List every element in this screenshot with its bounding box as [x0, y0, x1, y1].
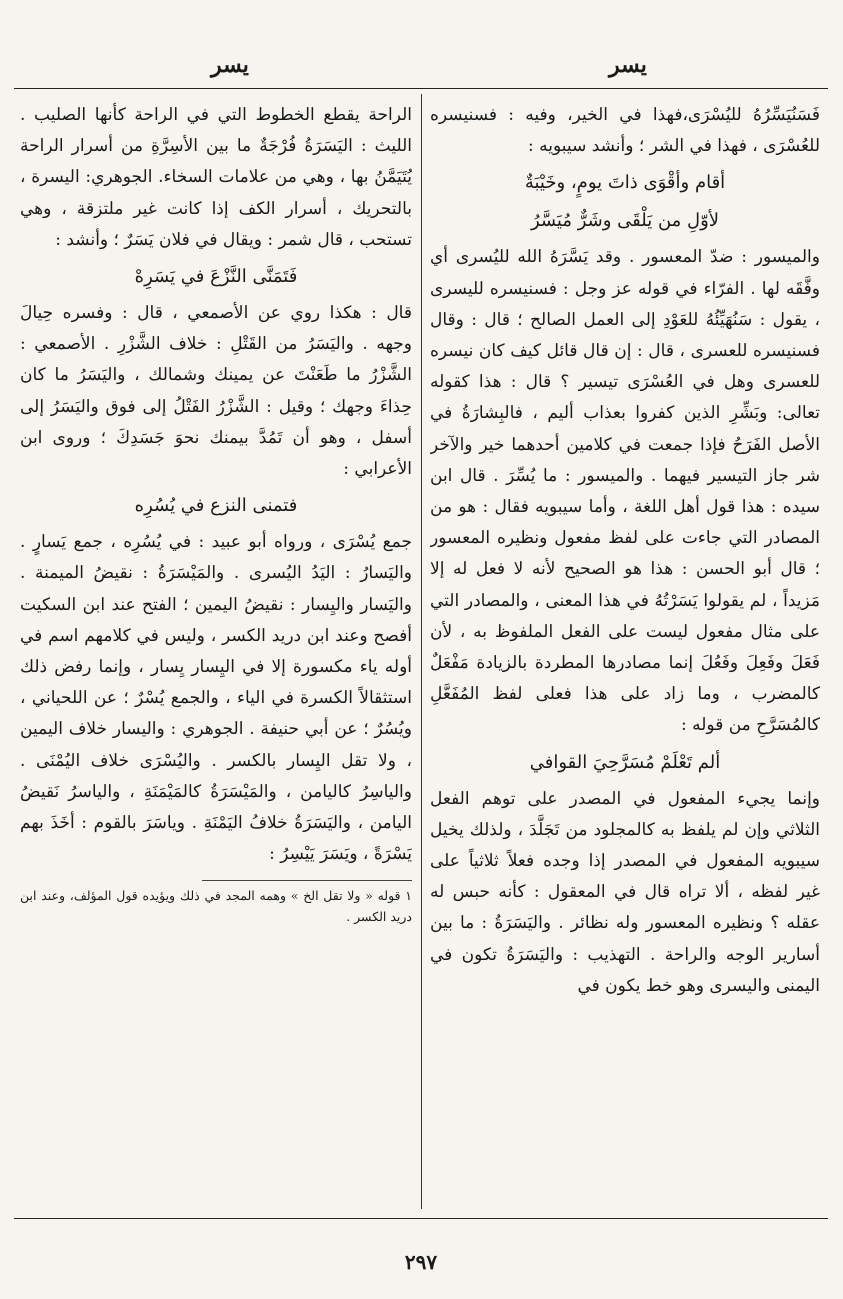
header-root-word-left: يسر: [211, 52, 249, 78]
page-number: ٢٩٧: [404, 1250, 438, 1274]
header-root-word-right: يسر: [609, 52, 647, 78]
verse-line: ألم تَعْلَمْ مُسَرَّحِيَ القوافي: [529, 751, 721, 773]
verse-line: فَتَمَنَّى النَّزْعَ في يَسَرِهْ: [134, 266, 298, 288]
paragraph: قال : هكذا روي عن الأصمعي ، قال : وفسره حِيالَ وجهه . واليَسَرُ من القَتْلِ : خلاف الشَّزْرِ . الأصمعي : الشَّزْرُ ما طَعَنْتَ عن يمينك وشمالك ، واليَسَرُ ما كان حِذاءَ وجهك ؛ وقيل : الشَّزْرُ الفَتْلُ إلى فوق واليَسَرُ إلى أسفل ، وهو أن تَمُدَّ بيمنك نحوَ جَسَدِكَ ؛ وروى ابن الأعرابي :: [20, 303, 412, 480]
paragraph: فَسَنُيَسِّرُهُ لليُسْرَى،فهذا في الخير، وفيه : فسنيسره للعُسْرَى ، فهذا في الشر ؛ وأنشد سيبويه :: [430, 105, 820, 157]
paragraph: الراحة يقطع الخطوط التي في الراحة كأنها الصليب . الليث : اليَسَرَةُ فُرْجَةٌ ما بين الأسِرَّةِ من أسرار الراحة يُتَيَمَّنُ بها ، وهي من علامات السخاء. الجوهري: اليسرة ، بالتحريك ، أسرار الكف إذا كانت غير ملتزقة ، وهي تستحب ، قال شمر : ويقال في فلان يَسَرٌ ؛ وأنشد :: [20, 105, 412, 250]
verse-line: لأوّلِ من يَلْقَى وشَرٌّ مُيَسَّرُ: [530, 210, 720, 232]
header-rule: [14, 88, 828, 89]
footnote-separator: [202, 880, 412, 881]
column-divider: [421, 94, 422, 1209]
paragraph: جمع يُسْرَى ، ورواه أبو عبيد : في يُسُرِه ، جمع يَسارٍ . واليَسارُ : اليَدُ اليُسرى . والمَيْسَرَةُ : نقيضُ الميمنة . واليَسار واليِسار : نقيضُ اليمين ؛ الفتح عند ابن السكيت أفصح وعند ابن دريد الكسر ، وليس في كلامهم اسم في أوله ياء مكسورة إلا في اليِسار يِسار ، وإنما رفض ذلك استثقالاً الكسرة في الياء ، والجمع يُسْرٌ ؛ عن اللحياني ، ويُسُرٌ ؛ عن أبي حنيفة . الجوهري : واليسار خلاف اليمين ، ولا تقل اليِسار بالكسر . واليُسْرَى خلاف اليُمْنَى . والياسِرُ كاليامن ، والمَيْسَرَةُ كالمَيْمَنَةِ ، والياسرُ نَقيضُ اليامن ، واليَسَرَةُ خلافُ اليَمْنَةِ . وياسَرَ بالقوم : أخَذَ بهم يَسْرَةً ، ويَسَرَ يَيْسِرُ :: [20, 532, 412, 865]
footnote: ١ قوله « ولا تقل الخ » وهمه المجد في ذلك ويؤيده قول المؤلف، وعند ابن دريد الكسر .: [20, 888, 412, 925]
right-column: [430, 100, 820, 1210]
footer-rule: [14, 1218, 828, 1219]
verse-line: أقام وأقْوَى ذاتَ يومٍ، وخَيْبَةٌ: [524, 172, 726, 194]
paragraph: والميسور : ضدّ المعسور . وقد يَسَّرَهُ الله لليُسرى أي وفَّقَه لها . الفرّاء في قوله عز وجل : فسنيسره لليسرى ، يقول : سَنُهَيِّئُهُ للعَوْدِ إلى العمل الصالح ؛ قال : وقال فسنيسره للعسرى ، قال : إن قال قائل كيف كان نيسره للعسرى وهل في العُسْرَى تيسير ؟ قال : هذا كقوله تعالى: وبَشِّرِ الذين كفروا بعذاب أليم ، فالبِشارَةُ في الأصل الفَرَحُ فإذا جمعت في كلامين أحدهما خير والآخر شر جاز التيسير فيهما . والميسور : ما يُسِّرَ . قال ابن سيده : هذا قول أهل اللغة ، وأما سيبويه فقال : هو من المصادر التي جاءت على لفظ مفعول ونظيره المعسور ؛ قال أبو الحسن : هذا هو الصحيح لأنه لا فعل له إلا مَزيداً ، لم يقولوا يَسَرْتُهُ في هذا المعنى ، والمصادر التي على مثال مفعول ليست على الفعل الملفوظ به ، لأن فَعَلَ وفَعِلَ وفَعُلَ إنما مصادرها المطردة بالزيادة مَفْعَلٌ كالمضرب ، وما زاد على هذا فعلى لفظ المُفَعَّلِ كالمُسَرَّحِ من قوله :: [430, 247, 820, 736]
paragraph: وإنما يجيء المفعول في المصدر على توهم الفعل الثلاثي وإن لم يلفظ به كالمجلود من تَجَلَّدَ ، ولذلك يخيل سيبويه المفعول في المصدر إذا وجده فعلاً ثلاثياً على غير لفظه ، ألا تراه قال في المعقول : كأنه حبس له عقله ؟ ونظيره المعسور وله نظائر . واليَسَرَةُ : ما بين أسارير الوجه والراحة . التهذيب : واليَسَرَةُ تكون في اليمنى واليسرى وهو خط يكون في: [430, 788, 820, 996]
left-column: [20, 100, 412, 1210]
verse-line: فتمنى النزع في يُسُرِه: [134, 495, 298, 517]
